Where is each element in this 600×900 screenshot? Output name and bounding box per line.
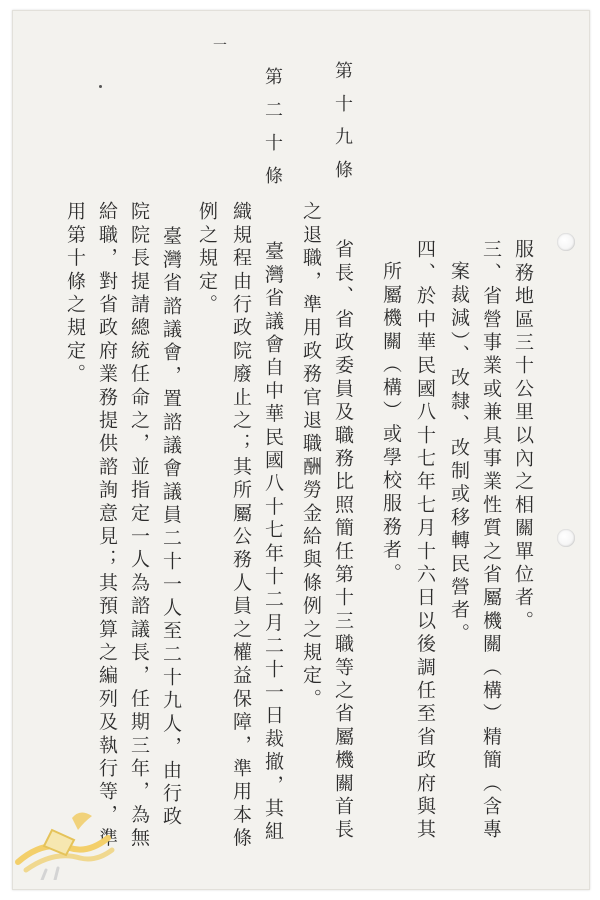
text-column-9: 織規程由行政院廢止之；其所屬公務人員之權益保障，準用本條 (230, 201, 252, 851)
document-page (12, 10, 590, 890)
punch-hole-icon (557, 233, 575, 251)
page-mark: 一 (213, 38, 227, 54)
text-column-8: 臺灣省議會自中華民國八十七年十二月二十一日裁撤，其組 (262, 241, 284, 845)
text-column-7: 之退職，準用政務官退職酬勞金給與條例之規定。 (300, 201, 322, 712)
text-column-14: 用第十條之規定。 (64, 201, 86, 387)
text-column-1: 服務地區三十公里以內之相關單位者。 (512, 239, 534, 634)
article-20-heading: 第二十條 (262, 67, 283, 199)
text-column-13: 給職，對省政府業務提供諮詢意見；其預算之編列及執行等，準 (96, 201, 118, 851)
text-column-5: 所屬機關（構）或學校服務者。 (380, 261, 402, 586)
library-logo-icon (8, 800, 118, 880)
ink-dot (99, 85, 102, 88)
text-column-10: 例之規定。 (196, 201, 218, 317)
punch-hole-icon (557, 529, 575, 547)
article-19-heading: 第十九條 (332, 61, 353, 193)
text-column-12: 院院長提請總統任命之，並指定一人為諮議長，任期三年，為無 (128, 201, 150, 851)
text-column-3: 案裁減）、改隸、改制或移轉民營者。 (448, 261, 470, 646)
text-column-2: 三、省營事業或兼具事業性質之省屬機關（構）精簡（含專 (480, 239, 502, 843)
text-column-11: 臺灣省諮議會，置諮議會議員二十一人至二十九人，由行政 (160, 226, 182, 830)
text-column-4: 四、於中華民國八十七年七月十六日以後調任至省政府與其 (414, 239, 436, 843)
text-column-6: 省長、省政委員及職務比照簡任第十三職等之省屬機關首長 (332, 239, 354, 843)
